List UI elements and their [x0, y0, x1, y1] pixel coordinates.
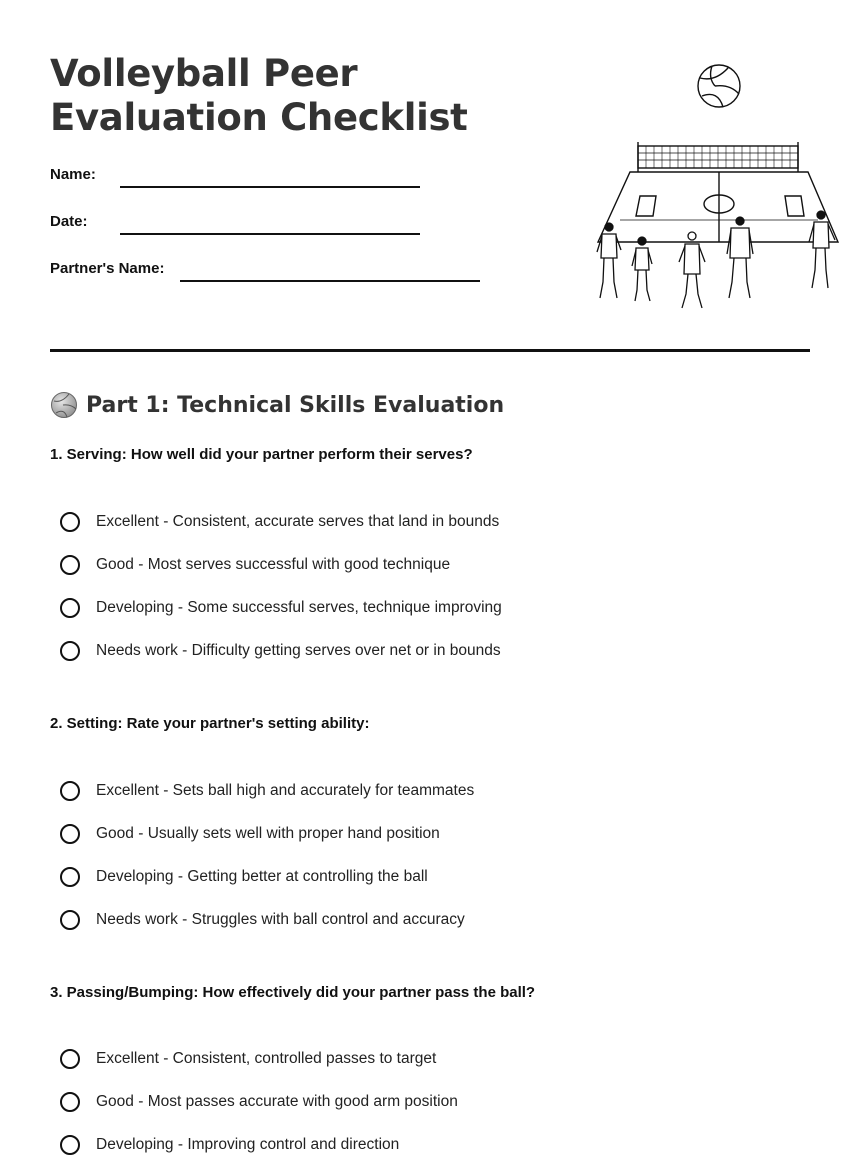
name-label: Name: [50, 166, 96, 183]
list-item[interactable] [60, 855, 474, 898]
radio-button[interactable] [60, 1092, 80, 1112]
name-line[interactable] [120, 186, 420, 188]
question-1-options [60, 500, 502, 672]
list-item[interactable] [60, 898, 474, 941]
radio-button[interactable] [60, 867, 80, 887]
question-3-prompt: 3. Passing/Bumping: How effectively did your partner pass the ball? [50, 984, 536, 1001]
date-line[interactable] [120, 233, 420, 235]
radio-button[interactable] [60, 781, 80, 801]
title-line-1: Volleyball Peer [50, 52, 358, 95]
volleyball-icon [50, 391, 78, 419]
part1-header [50, 389, 504, 421]
option-label: Excellent - Consistent, accurate serves that land in bounds [96, 512, 500, 530]
radio-button[interactable] [60, 910, 80, 930]
partner-name-line[interactable] [180, 280, 480, 282]
option-label: Developing - Some successful serves, technique improving [96, 598, 502, 616]
list-item[interactable] [60, 543, 502, 586]
list-item[interactable] [60, 1080, 458, 1123]
option-label: Needs work - Struggles with ball control and accuracy [96, 910, 465, 928]
volleyball-court-illustration [590, 60, 840, 315]
list-item[interactable] [60, 586, 502, 629]
radio-button[interactable] [60, 641, 80, 661]
partner-name-label: Partner's Name: [50, 260, 165, 277]
radio-button[interactable] [60, 1049, 80, 1069]
option-label: Good - Usually sets well with proper hand position [96, 824, 440, 842]
list-item[interactable] [60, 629, 502, 672]
question-2-prompt: 2. Setting: Rate your partner's setting ability: [50, 715, 370, 732]
net-icon [638, 142, 798, 172]
page-title [50, 52, 468, 140]
list-item[interactable] [60, 812, 474, 855]
date-label: Date: [50, 213, 88, 230]
list-item[interactable] [60, 769, 474, 812]
list-item[interactable] [60, 1037, 458, 1080]
list-item[interactable] [60, 500, 502, 543]
option-label: Developing - Improving control and direction [96, 1135, 400, 1153]
radio-button[interactable] [60, 824, 80, 844]
list-item[interactable] [60, 1123, 458, 1166]
option-label: Good - Most serves successful with good technique [96, 555, 451, 573]
part1-heading: Part 1: Technical Skills Evaluation [86, 392, 505, 418]
radio-button[interactable] [60, 1135, 80, 1155]
option-label: Good - Most passes accurate with good arm position [96, 1092, 458, 1110]
question-3-options [60, 1037, 458, 1166]
question-1-prompt: 1. Serving: How well did your partner perform their serves? [50, 446, 473, 463]
option-label: Excellent - Consistent, controlled passes to target [96, 1049, 437, 1067]
radio-button[interactable] [60, 555, 80, 575]
question-2-options [60, 769, 474, 941]
option-label: Developing - Getting better at controlling the ball [96, 867, 428, 885]
players-icon [597, 211, 835, 308]
header-divider [50, 349, 810, 352]
radio-button[interactable] [60, 512, 80, 532]
court-icon [598, 172, 838, 242]
title-line-2: Evaluation Checklist [50, 96, 468, 139]
radio-button[interactable] [60, 598, 80, 618]
volleyball-ball-icon [698, 65, 740, 107]
option-label: Needs work - Difficulty getting serves over net or in bounds [96, 641, 501, 659]
option-label: Excellent - Sets ball high and accurately for teammates [96, 781, 475, 799]
